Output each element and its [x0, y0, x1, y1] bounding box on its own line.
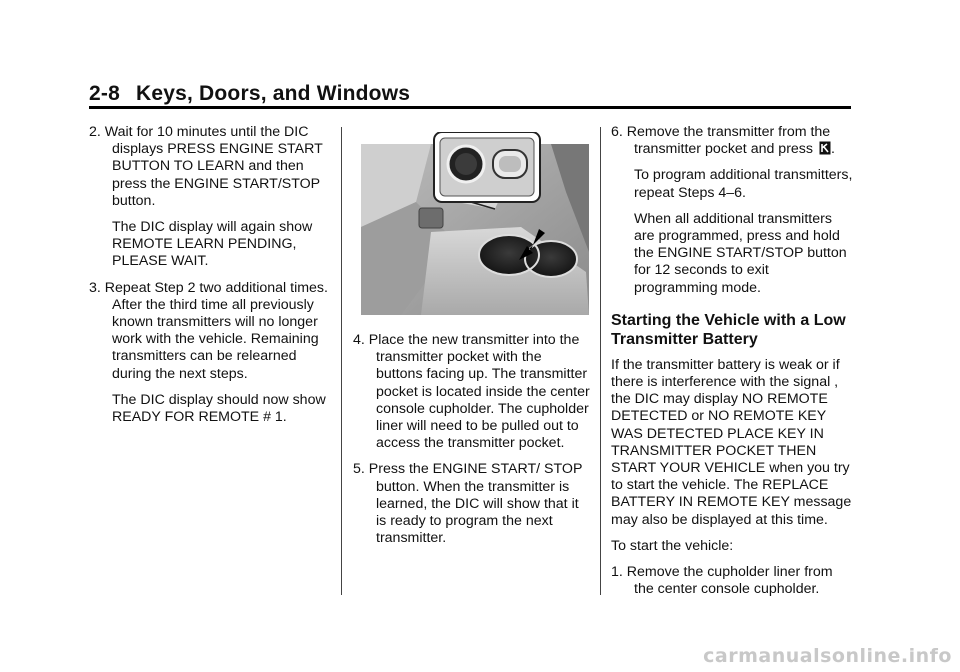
page-number: 2-8 — [89, 82, 120, 105]
header-rule — [89, 106, 851, 109]
step-5: 5. Press the ENGINE START/ STOP button. When the transmitter is learned, the DIC will show that it is ready to program the next transmitter. — [353, 461, 583, 547]
cupholder-transmitter-pocket-illustration — [361, 132, 589, 315]
step-6-note-1: To program additional transmitters, repeat Steps 4–6. — [634, 167, 853, 201]
step-3: 3. Repeat Step 2 two additional times. After the third time all previously known transmitters will no longer work with the vehicle. Remaining transmitters can be relearned during the next steps. — [89, 279, 328, 382]
column-3 — [611, 124, 856, 607]
step-4: 4. Place the new transmitter into the transmitter pocket with the buttons facing up. The transmitter pocket is located inside the center console cupholder. The cupholder liner will need to be pulled out to access the transmitter pocket. — [353, 332, 590, 452]
step-6-end: . — [830, 141, 835, 158]
step-6-text: 6. Remove the transmitter from the transmitter pocket and press — [611, 124, 831, 158]
section-title: Keys, Doors, and Windows — [135, 82, 411, 105]
column-divider-2 — [600, 127, 601, 595]
column-2 — [353, 124, 591, 556]
page-header — [89, 82, 410, 106]
watermark: carmanualsonline.info — [703, 645, 952, 667]
step-6-note-2: When all additional transmitters are programmed, press and hold the ENGINE START/STOP button for 12 seconds to exit programming mode. — [634, 210, 847, 296]
column-divider-1 — [341, 127, 342, 595]
step-6 — [611, 124, 856, 158]
step-3-note: The DIC display should now show READY FOR REMOTE # 1. — [112, 391, 326, 426]
start-step-1: 1. Remove the cupholder liner from the center console cupholder. — [611, 564, 833, 598]
low-battery-paragraph: If the transmitter battery is weak or if there is interference with the signal , the DIC may display NO REMOTE DETECTED or NO REMOTE KEY WAS DETECTED PLACE KEY IN TRANSMITTER POCKET THEN START YOUR VEHICLE when you try to start the vehicle. The REPLACE BATTERY IN REMOTE KEY message may also be displayed at this time. — [611, 356, 852, 528]
column-1 — [89, 124, 333, 435]
step-2-note: The DIC display will again show REMOTE LEARN PENDING, PLEASE WAIT. — [112, 219, 313, 270]
to-start-paragraph: To start the vehicle: — [611, 537, 734, 554]
step-2: 2. Wait for 10 minutes until the DIC displays PRESS ENGINE START BUTTON TO LEARN and then press the ENGINE START/STOP button. — [89, 124, 323, 209]
section-subheading: Starting the Vehicle with a Low Transmitter Battery — [611, 311, 846, 348]
remote-key-icon — [819, 141, 831, 155]
